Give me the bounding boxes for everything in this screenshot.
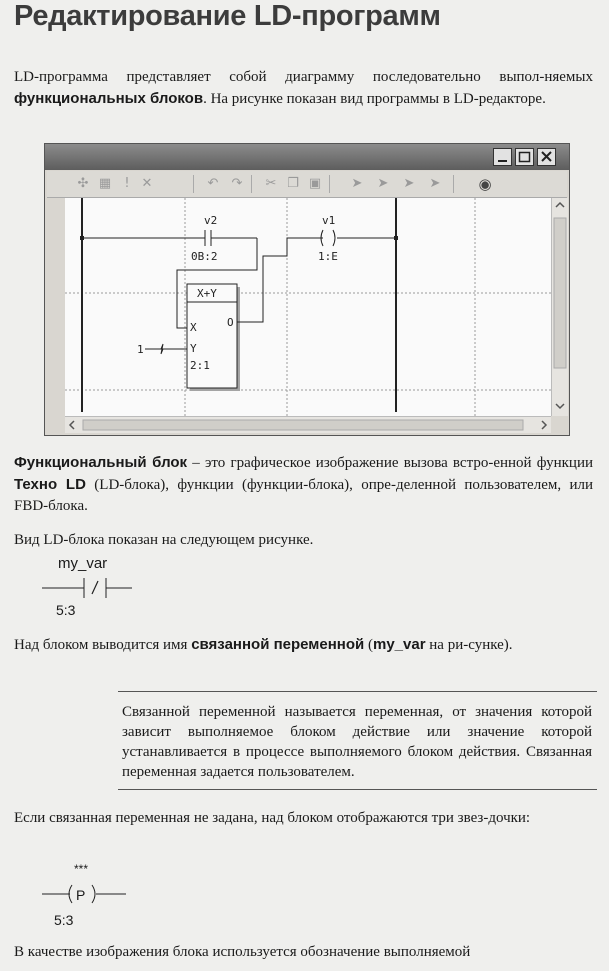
intro-text-1: LD-программа представляет собой диаграмму последовательно выпол-няемых [14, 69, 593, 85]
coil-v1 [251, 230, 396, 322]
scroll-left-icon [70, 421, 74, 429]
note-bottom-rule [118, 789, 597, 790]
close-icon [538, 149, 555, 165]
fb-definition [14, 452, 593, 517]
toolbar-separator [193, 175, 194, 193]
select-icon[interactable]: ✣ [77, 176, 89, 191]
toolbar-separator [329, 175, 330, 193]
toolbar-separator [251, 175, 252, 193]
note-top-rule [118, 691, 597, 692]
intro-text-2: . На рисунке показан вид программы в LD-редакторе. [203, 91, 546, 107]
coil-name: v1 [322, 214, 336, 227]
scroll-down-icon [556, 404, 564, 408]
intro-bold: функциональных блоков [14, 90, 204, 107]
ld-diagram [65, 198, 551, 416]
function-block-xy [145, 284, 251, 391]
fb-text-1: – это графическое изображение вызова встро-енной функции [187, 455, 593, 471]
minimize-button[interactable] [493, 148, 512, 166]
example-var: my_var [58, 555, 108, 572]
cut-icon[interactable]: ✂ [265, 176, 277, 191]
globe-icon[interactable]: ◉ [478, 175, 492, 193]
arrow-right-icon[interactable]: ➤ [351, 176, 363, 191]
coil-addr: 1:E [318, 250, 338, 263]
block-title: X+Y [197, 287, 217, 300]
paste-icon[interactable]: ▣ [308, 176, 322, 191]
undo-icon[interactable]: ↶ [207, 176, 219, 191]
scroll-up-icon [556, 203, 564, 207]
arrow-right-4-icon[interactable]: ➤ [429, 176, 441, 191]
minimize-icon [494, 149, 511, 165]
exclamation-icon[interactable]: ! [124, 176, 130, 191]
bound-var-paragraph [14, 634, 593, 656]
window-titlebar [45, 144, 569, 170]
example-id: 5:3 [56, 602, 76, 618]
contact-addr: 0B:2 [191, 250, 218, 263]
example-coil [40, 858, 160, 933]
horizontal-scrollbar[interactable] [65, 416, 551, 433]
maximize-button[interactable] [515, 148, 534, 166]
intro-paragraph [14, 67, 593, 110]
fb-text-2: (LD-блока), функции (функции-блока), опре-деленной пользователем, или FBD-блока. [14, 477, 594, 514]
maximize-icon [516, 149, 533, 165]
definition-note: Связанной переменной называется переменная, от значения которой зависит выполняемое блоком действие или значение которой устанавливается в процессе выполняемого блоком действия. Связанная переменная задается пользователем. [122, 704, 592, 780]
scroll-right-icon [542, 421, 546, 429]
pin-y: Y [190, 342, 197, 355]
last-line: В качестве изображения блока используется обозначение выполняемой [14, 944, 471, 960]
example-letter: P [76, 887, 86, 903]
scroll-thumb [83, 420, 523, 430]
contact-name: v2 [204, 214, 218, 227]
bound-term: связанной переменной [191, 636, 365, 653]
arrow-right-3-icon[interactable]: ➤ [403, 176, 415, 191]
fb-term: Функциональный блок [14, 454, 188, 471]
bound-text-1: Над блоком выводится имя [14, 637, 192, 653]
page-title: Редактирование LD-программ [14, 0, 441, 32]
pin-x: X [190, 321, 197, 334]
if-not-set-paragraph: Если связанная переменная не задана, над блоком отображаются три звез-дочки: [14, 810, 531, 826]
toolbar-separator [453, 175, 454, 193]
redo-icon[interactable]: ↷ [231, 176, 243, 191]
input-const: 1 [137, 343, 144, 356]
block-id: 2:1 [190, 359, 210, 372]
ld-canvas[interactable] [65, 198, 551, 416]
vertical-scrollbar[interactable] [551, 198, 568, 416]
pin-o: O [227, 316, 234, 329]
view-line: Вид LD-блока показан на следующем рисунке. [14, 532, 314, 548]
example-stars: *** [74, 862, 89, 876]
arrow-right-2-icon[interactable]: ➤ [377, 176, 389, 191]
bound-text-3: на ри-сунке). [425, 637, 513, 653]
copy-doc-icon[interactable]: ❐ [287, 176, 299, 191]
techno-ld: Техно LD [14, 476, 86, 493]
cross-icon[interactable]: ✕ [141, 176, 153, 191]
bound-text-2: ( [364, 637, 373, 653]
bound-var-name: my_var [372, 636, 426, 653]
example-coil-id: 5:3 [54, 912, 74, 928]
close-button[interactable] [537, 148, 556, 166]
grid-lines [65, 198, 551, 416]
example-contact [40, 553, 160, 623]
scroll-thumb [554, 218, 566, 368]
editor-toolbar [47, 171, 567, 198]
copy-icon[interactable]: ▦ [98, 176, 112, 191]
ld-editor-window [44, 143, 570, 436]
